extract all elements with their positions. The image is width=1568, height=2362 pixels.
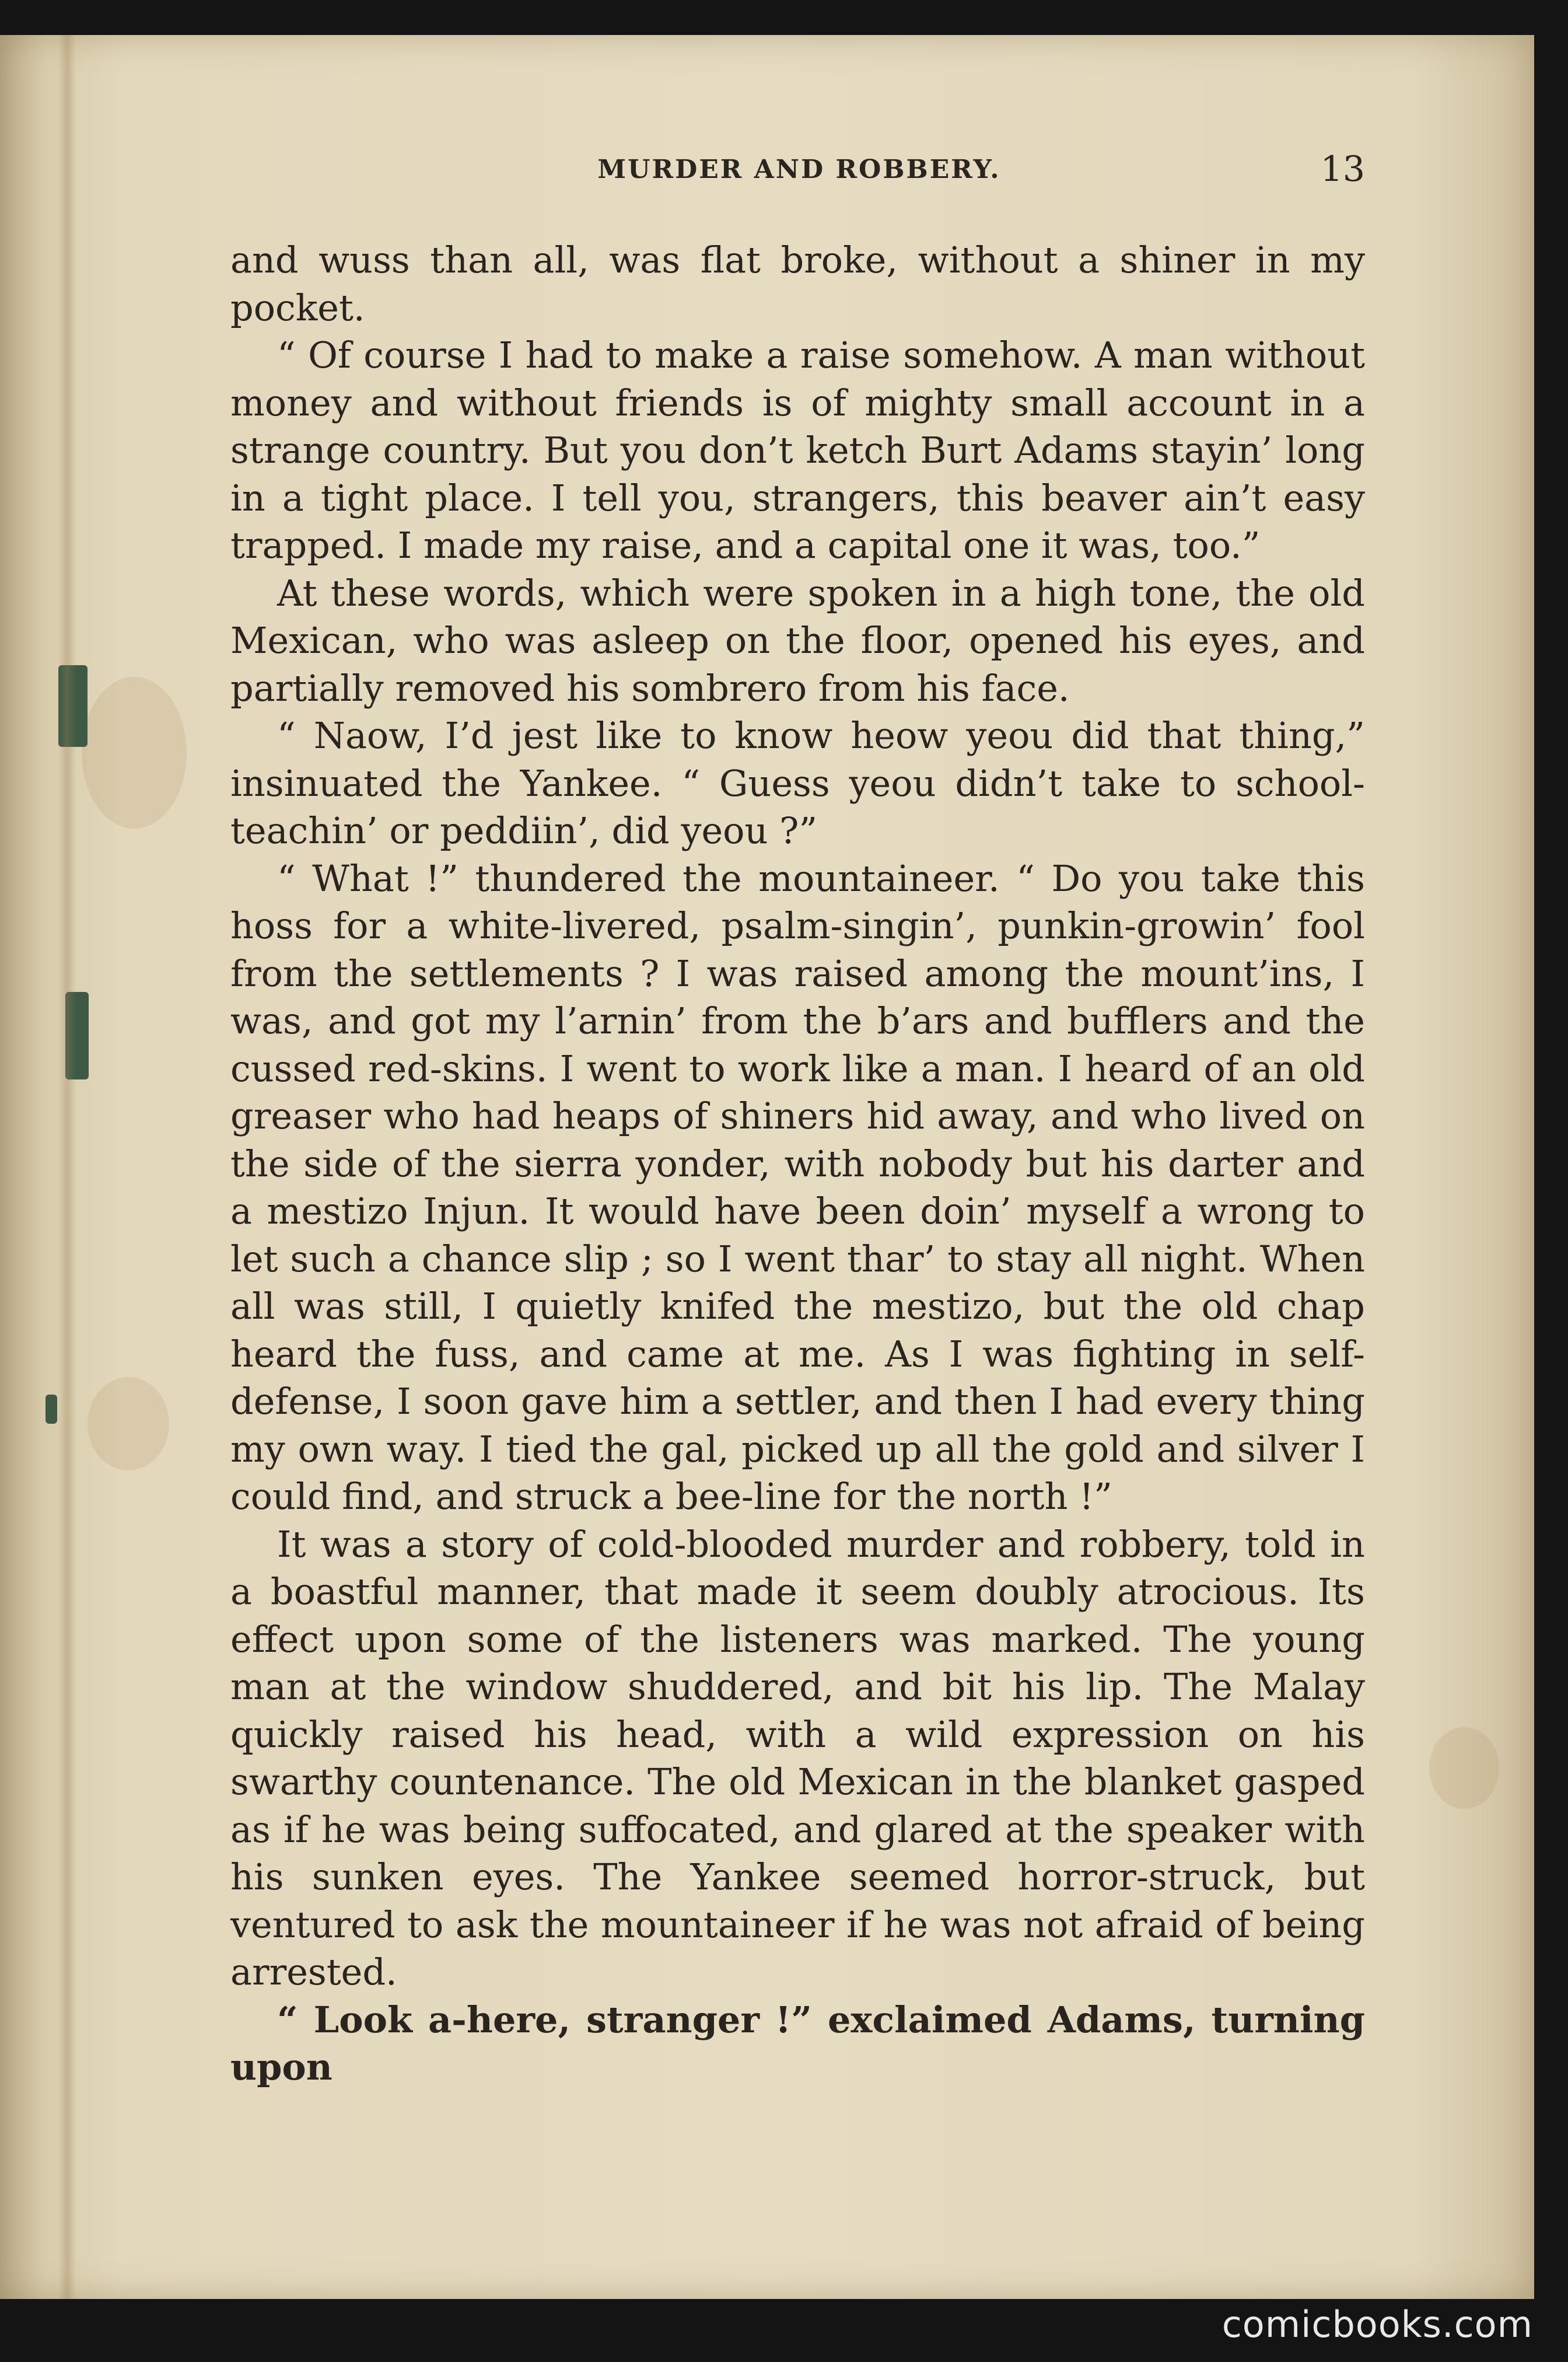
page-stain: [82, 677, 187, 829]
paragraph: “ Naow, I’d jest like to know heow yeou did that thing,” insinuated the Yankee. “ Guess yeou didn’t take to school-teachin’ or peddiin’, did yeou ?”: [230, 714, 1365, 852]
paragraph: At these words, which were spoken in a high tone, the old Mexican, who was asleep on the floor, opened his eyes, and partially removed his sombrero from his face.: [230, 571, 1365, 710]
paragraph: It was a story of cold-blooded murder and robbery, told in a boastful manner, that made it seem doubly atrocious. Its effect upon some of the listeners was marked. The young man at the window shuddered, and bit his lip. The Malay quickly raised his head, with a wild expression on his swarthy countenance. The old Mexican in the blanket gasped as if he was being suffocated, and glared at the speaker with his sunken eyes. The Yankee seemed horror-struck, but ventured to ask the mountaineer if he was not afraid of being arrested.: [230, 1522, 1365, 1993]
paragraph: “ What !” thundered the mountaineer. “ Do you take this hoss for a white-livered, psalm-singin’, punkin-growin’ fool from the settlements ? I was raised among the mount’ins, I was, and got my l’arnin’ from the b’ars and bufflers and the cussed red-skins. I went to work like a man. I heard of an old greaser who had heaps of shiners hid away, and who lived on the side of the sierra yonder, with nobody but his darter and a mestizo Injun. It would have been doin’ myself a wrong to let such a chance slip ; so I went thar’ to stay all night. When all was still, I quietly knifed the mestizo, but the old chap heard the fuss, and came at me. As I was fighting in self-defense, I soon gave him a settler, and then I had every thing my own way. I tied the gal, picked up all the gold and silver I could find, and struck a bee-line for the north !”: [230, 857, 1365, 1518]
paragraph: “ Of course I had to make a raise somehow. A man without money and without friends is of mighty small account in a strange country. But you don’t ketch Burt Adams stayin’ long in a tight place. I tell you, strangers, this beaver ain’t easy trapped. I made my raise, and a capital one it was, too.”: [230, 334, 1365, 567]
page-number: 13: [1320, 149, 1365, 190]
page-stain: [88, 1377, 169, 1470]
paragraph: “ Look a-here, stranger !” exclaimed Adams, turning upon: [230, 1998, 1365, 2088]
paragraph: and wuss than all, was flat broke, without a shiner in my pocket.: [230, 239, 1365, 329]
body-text: [230, 236, 1365, 2091]
binding-tape-fragment: [46, 1395, 57, 1424]
running-head: MURDER AND ROBBERY.: [597, 155, 1001, 184]
watermark: comicbooks.com: [1222, 2303, 1533, 2346]
page-gutter: [58, 35, 76, 2299]
page-header: [233, 149, 1365, 195]
page-stain: [1429, 1727, 1499, 1809]
